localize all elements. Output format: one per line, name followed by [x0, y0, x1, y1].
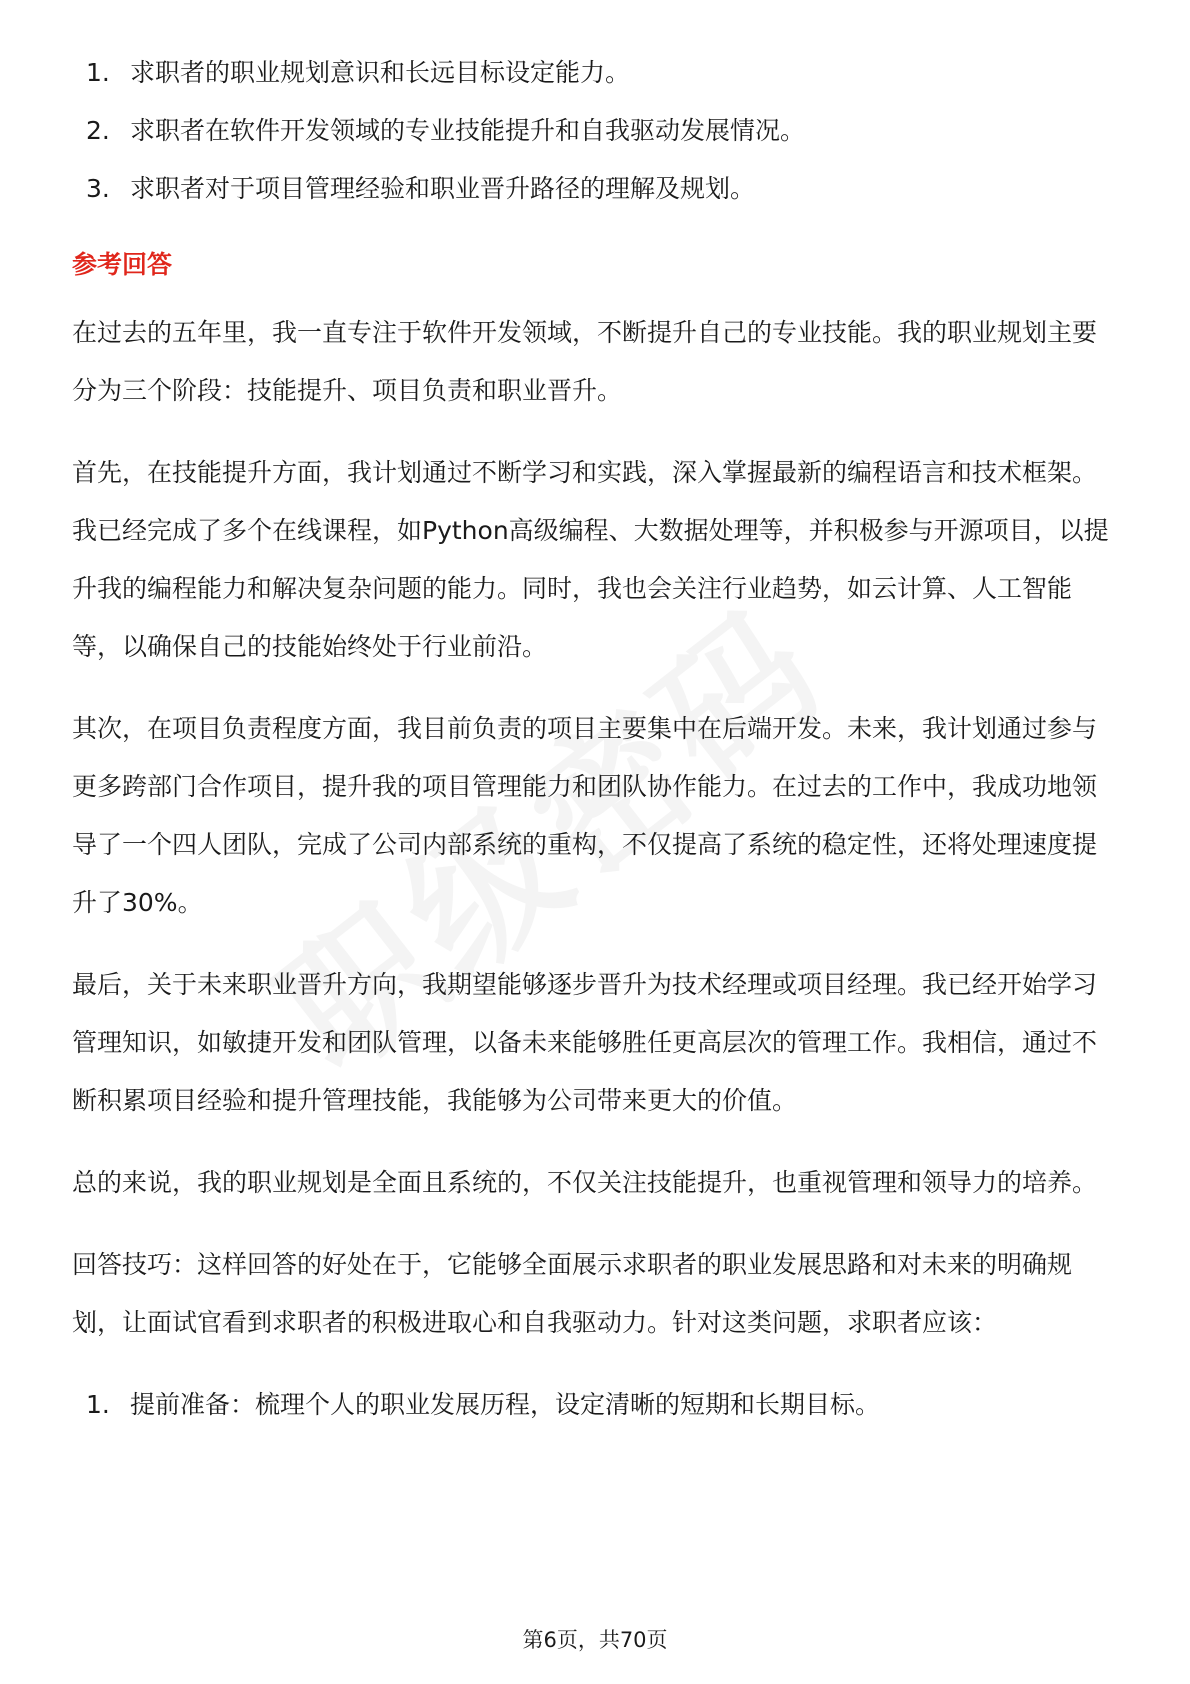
page-number-footer: 第6页，共70页	[522, 1628, 668, 1652]
list-item-text: 提前准备：梳理个人的职业发展历程，设定清晰的短期和长期目标。	[130, 1390, 881, 1419]
list-item	[72, 102, 1120, 160]
top-numbered-list	[72, 44, 1120, 218]
paragraph-summary: 总的来说，我的职业规划是全面且系统的，不仅关注技能提升，也重视管理和领导力的培养。	[72, 1168, 1098, 1197]
paragraph-tips: 回答技巧：这样回答的好处在于，它能够全面展示求职者的职业发展思路和对未来的明确规划，让面试官看到求职者的积极进取心和自我驱动力。针对这类问题，求职者应该：	[72, 1250, 1073, 1337]
list-item-text: 求职者在软件开发领域的专业技能提升和自我驱动发展情况。	[130, 116, 806, 145]
bottom-numbered-list	[72, 1376, 1120, 1434]
list-item-number: 1.	[86, 58, 110, 87]
section-heading: 参考回答	[72, 250, 173, 279]
page-content	[72, 44, 1120, 1434]
list-item	[72, 160, 1120, 218]
list-item	[72, 44, 1120, 102]
list-item-text: 求职者对于项目管理经验和职业晋升路径的理解及规划。	[130, 174, 756, 203]
list-item-number: 1.	[86, 1390, 110, 1419]
list-item-number: 3.	[86, 174, 110, 203]
paragraph-promotion: 最后，关于未来职业晋升方向，我期望能够逐步晋升为技术经理或项目经理。我已经开始学习管理知识，如敏捷开发和团队管理，以备未来能够胜任更高层次的管理工作。我相信，通过不断积累项目经验和提升管理技能，我能够为公司带来更大的价值。	[72, 970, 1098, 1115]
paragraph-intro: 在过去的五年里，我一直专注于软件开发领域，不断提升自己的专业技能。我的职业规划主要分为三个阶段：技能提升、项目负责和职业晋升。	[72, 318, 1098, 405]
list-item-number: 2.	[86, 116, 110, 145]
paragraph-skills: 首先，在技能提升方面，我计划通过不断学习和实践，深入掌握最新的编程语言和技术框架。我已经完成了多个在线课程，如Python高级编程、大数据处理等，并积极参与开源项目，以提升我的编程能力和解决复杂问题的能力。同时，我也会关注行业趋势，如云计算、人工智能等，以确保自己的技能始终处于行业前沿。	[72, 458, 1109, 661]
list-item	[72, 1376, 1120, 1434]
list-item-text: 求职者的职业规划意识和长远目标设定能力。	[130, 58, 631, 87]
paragraph-projects: 其次，在项目负责程度方面，我目前负责的项目主要集中在后端开发。未来，我计划通过参与更多跨部门合作项目，提升我的项目管理能力和团队协作能力。在过去的工作中，我成功地领导了一个四人团队，完成了公司内部系统的重构，不仅提高了系统的稳定性，还将处理速度提升了30%。	[72, 714, 1098, 917]
